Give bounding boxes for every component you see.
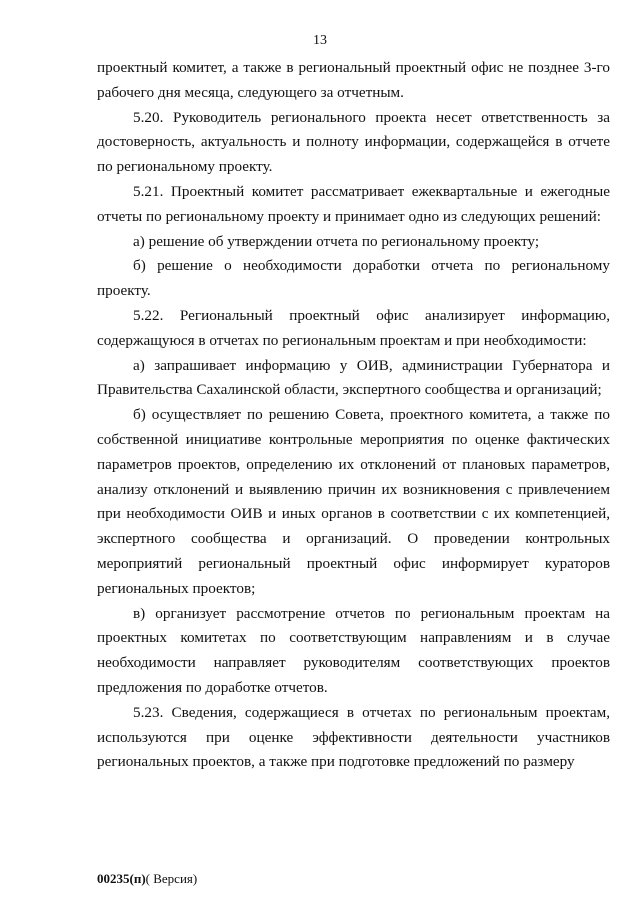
- paragraph: 5.22. Региональный проектный офис анализирует информацию, содержащуюся в отчетах по региональным проектам и при необходимости:: [97, 306, 610, 349]
- paragraph: б) решение о необходимости доработки отчета по региональному проекту.: [97, 257, 610, 300]
- paragraph: б) осуществляет по решению Совета, проектного комитета, а также по собственной инициативе контрольные мероприятия по оценке фактических параметров проектов, определению их отклонений от плановых параметров, анализу отклонений и выявлению причин их возникновения с привлечением при необходимости ОИВ и иных органов в соответствии с их компетенцией, экспертного сообщества и организаций. О проведении контрольных мероприятий региональный проектный офис информирует кураторов региональных проектов;: [97, 406, 610, 597]
- document-version: ( Версия): [145, 871, 198, 886]
- paragraph: 5.23. Сведения, содержащиеся в отчетах по региональным проектам, используются при оценке эффективности деятельности участников региональных проектов, а также при подготовке предложений по размеру: [97, 703, 610, 771]
- document-code: 00235(п): [97, 871, 146, 886]
- paragraph: а) запрашивает информацию у ОИВ, администрации Губернатора и Правительства Сахалинской области, экспертного сообщества и организаций;: [97, 356, 610, 399]
- paragraph: проектный комитет, а также в региональный проектный офис не позднее 3-го рабочего дня месяца, следующего за отчетным.: [97, 59, 610, 101]
- document-footer: [97, 871, 197, 887]
- paragraph: 5.20. Руководитель регионального проекта несет ответственность за достоверность, актуальность и полноту информации, содержащейся в отчете по региональному проекту.: [97, 108, 610, 176]
- paragraph: 5.21. Проектный комитет рассматривает ежеквартальные и ежегодные отчеты по региональному проекту и принимает одно из следующих решений:: [97, 182, 610, 225]
- page-number: 13: [313, 33, 327, 48]
- paragraph: в) организует рассмотрение отчетов по региональным проектам на проектных комитетах по соответствующим направлениям и в случае необходимости направляет руководителям соответствующих проектов предложения по доработке отчетов.: [97, 604, 610, 696]
- document-body: [97, 56, 610, 775]
- paragraph: а) решение об утверждении отчета по региональному проекту;: [133, 232, 540, 250]
